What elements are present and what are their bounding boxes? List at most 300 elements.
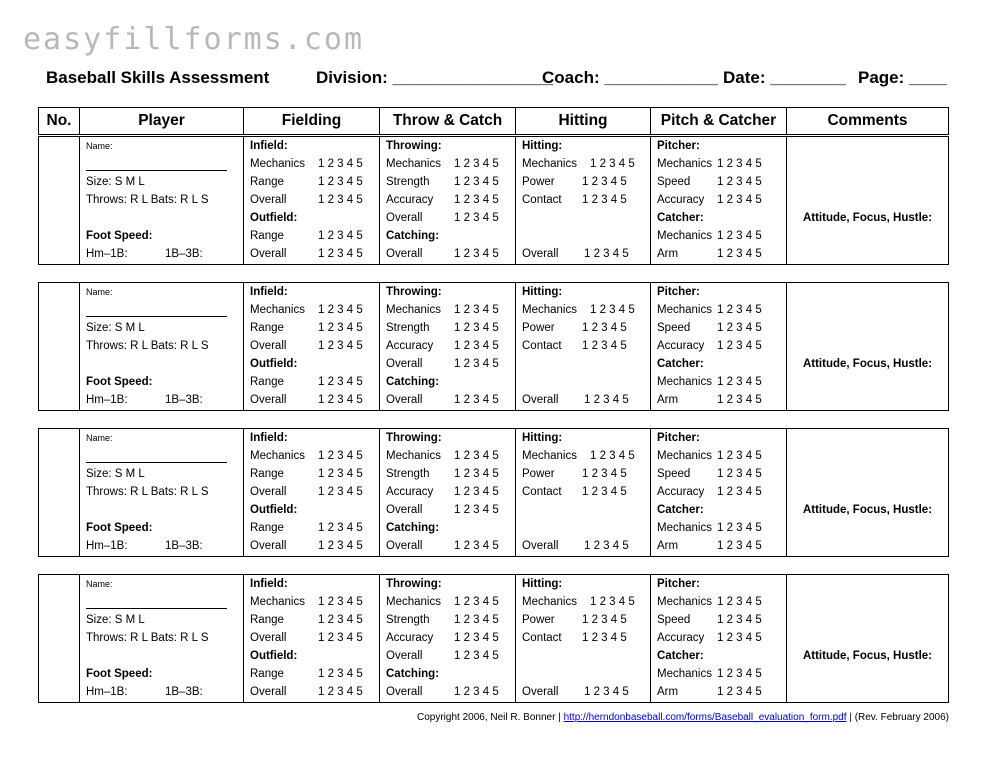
coach-field[interactable]: Coach: ____________ bbox=[542, 68, 718, 87]
catcher-mechanics-label: Mechanics bbox=[657, 522, 712, 534]
home-to-first-label: Hm–1B: bbox=[86, 248, 128, 260]
outfield-range-row bbox=[250, 665, 363, 683]
catcher-mechanics-rating[interactable]: 1 2 3 4 5 bbox=[717, 522, 762, 534]
name-input-line[interactable] bbox=[86, 316, 227, 317]
hitting-cell bbox=[516, 429, 651, 556]
pitcher-accuracy-label: Accuracy bbox=[657, 340, 705, 352]
throwing-accuracy-label: Accuracy bbox=[386, 340, 434, 352]
hitting-label: Hitting: bbox=[522, 578, 563, 590]
hitting-mechanics-label: Mechanics bbox=[522, 158, 577, 170]
catcher-arm-rating[interactable]: 1 2 3 4 5 bbox=[717, 686, 762, 698]
hitting-overall-label: Overall bbox=[522, 394, 559, 406]
hitting-overall-rating[interactable]: 1 2 3 4 5 bbox=[584, 686, 629, 698]
comments-cell[interactable] bbox=[787, 575, 948, 702]
infield-mechanics-rating[interactable]: 1 2 3 4 5 bbox=[318, 304, 363, 316]
watermark-logo: easyfillforms.com bbox=[23, 22, 365, 57]
date-field[interactable]: Date: ________ bbox=[723, 68, 846, 87]
catching-label: Catching: bbox=[386, 668, 440, 680]
pitcher-speed-label: Speed bbox=[657, 322, 691, 334]
outfield-overall-label: Overall bbox=[250, 394, 287, 406]
hitting-power-label: Power bbox=[522, 614, 555, 626]
player-number-cell[interactable] bbox=[39, 429, 80, 556]
throwing-mechanics-row bbox=[386, 155, 499, 173]
player-number-cell[interactable] bbox=[39, 137, 80, 264]
hitting-mechanics-label: Mechanics bbox=[522, 450, 577, 462]
catching-label: Catching: bbox=[386, 230, 440, 242]
infield-overall-row bbox=[250, 483, 363, 501]
throwing-overall-rating[interactable]: 1 2 3 4 5 bbox=[454, 650, 499, 662]
pitcher-label: Pitcher: bbox=[657, 578, 700, 590]
hitting-power-label: Power bbox=[522, 176, 555, 188]
throwing-accuracy-row bbox=[386, 629, 499, 647]
hitting-contact-row bbox=[522, 483, 627, 501]
catcher-mechanics-label: Mechanics bbox=[657, 668, 712, 680]
infield-overall-row bbox=[250, 337, 363, 355]
hitting-contact-row bbox=[522, 629, 627, 647]
throwing-strength-rating[interactable]: 1 2 3 4 5 bbox=[454, 322, 499, 334]
pitcher-mechanics-row bbox=[657, 593, 762, 611]
fielding-cell bbox=[244, 283, 380, 410]
hitting-mechanics-rating[interactable]: 1 2 3 4 5 bbox=[590, 596, 635, 608]
throwing-overall-rating[interactable]: 1 2 3 4 5 bbox=[454, 358, 499, 370]
throwing-label: Throwing: bbox=[386, 140, 442, 152]
comments-cell[interactable] bbox=[787, 429, 948, 556]
pitcher-speed-row bbox=[657, 173, 762, 191]
pitcher-mechanics-label: Mechanics bbox=[657, 596, 712, 608]
pitcher-accuracy-label: Accuracy bbox=[657, 486, 705, 498]
hitting-contact-label: Contact bbox=[522, 194, 562, 206]
hitting-mechanics-label: Mechanics bbox=[522, 596, 577, 608]
infield-mechanics-label: Mechanics bbox=[250, 304, 305, 316]
hitting-mechanics-rating[interactable]: 1 2 3 4 5 bbox=[590, 450, 635, 462]
infield-overall-label: Overall bbox=[250, 340, 287, 352]
infield-mechanics-rating[interactable]: 1 2 3 4 5 bbox=[318, 596, 363, 608]
infield-overall-rating[interactable]: 1 2 3 4 5 bbox=[318, 632, 363, 644]
catching-overall-rating[interactable]: 1 2 3 4 5 bbox=[454, 248, 499, 260]
hitting-power-rating[interactable]: 1 2 3 4 5 bbox=[582, 468, 627, 480]
hitting-mechanics-label: Mechanics bbox=[522, 304, 577, 316]
size-options[interactable]: Size: S M L bbox=[86, 614, 145, 626]
throwing-mechanics-label: Mechanics bbox=[386, 158, 441, 170]
footer bbox=[417, 712, 949, 723]
infield-label: Infield: bbox=[250, 578, 288, 590]
hitting-contact-rating[interactable]: 1 2 3 4 5 bbox=[582, 632, 627, 644]
hitting-contact-row bbox=[522, 191, 627, 209]
pitch-catcher-cell bbox=[651, 429, 787, 556]
catcher-mechanics-row bbox=[657, 665, 762, 683]
catching-overall-row bbox=[386, 391, 499, 409]
pitcher-mechanics-rating[interactable]: 1 2 3 4 5 bbox=[717, 450, 762, 462]
throws-bats-options[interactable]: Throws: R L Bats: R L S bbox=[86, 486, 209, 498]
first-to-third-label: 1B–3B: bbox=[165, 248, 203, 260]
name-input-line[interactable] bbox=[86, 170, 227, 171]
catcher-mechanics-label: Mechanics bbox=[657, 230, 712, 242]
throwing-overall-label: Overall bbox=[386, 504, 423, 516]
page-field[interactable]: Page: ____ bbox=[858, 68, 947, 87]
infield-overall-label: Overall bbox=[250, 486, 287, 498]
throwing-overall-row bbox=[386, 647, 499, 665]
size-options[interactable]: Size: S M L bbox=[86, 322, 145, 334]
foot-speed-label: Foot Speed: bbox=[86, 230, 153, 242]
table-header bbox=[38, 107, 949, 135]
fielding-cell bbox=[244, 137, 380, 264]
infield-range-label: Range bbox=[250, 468, 284, 480]
infield-mechanics-row bbox=[250, 155, 363, 173]
pitcher-accuracy-rating[interactable]: 1 2 3 4 5 bbox=[717, 194, 762, 206]
throwing-strength-row bbox=[386, 465, 499, 483]
hitting-overall-rating[interactable]: 1 2 3 4 5 bbox=[584, 394, 629, 406]
throwing-mechanics-rating[interactable]: 1 2 3 4 5 bbox=[454, 596, 499, 608]
outfield-overall-row bbox=[250, 245, 363, 263]
outfield-range-row bbox=[250, 373, 363, 391]
pitcher-accuracy-label: Accuracy bbox=[657, 632, 705, 644]
pitcher-label: Pitcher: bbox=[657, 140, 700, 152]
catching-overall-label: Overall bbox=[386, 686, 423, 698]
catching-label: Catching: bbox=[386, 376, 440, 388]
column-header-no: No. bbox=[39, 108, 80, 134]
revision-text: | (Rev. February 2006) bbox=[849, 712, 949, 723]
outfield-overall-rating[interactable]: 1 2 3 4 5 bbox=[318, 686, 363, 698]
infield-range-rating[interactable]: 1 2 3 4 5 bbox=[318, 322, 363, 334]
pitcher-mechanics-row bbox=[657, 301, 762, 319]
pitcher-mechanics-rating[interactable]: 1 2 3 4 5 bbox=[717, 304, 762, 316]
name-label: Name: bbox=[86, 287, 113, 297]
hitting-contact-rating[interactable]: 1 2 3 4 5 bbox=[582, 340, 627, 352]
catcher-label: Catcher: bbox=[657, 212, 704, 224]
fielding-cell bbox=[244, 575, 380, 702]
throwing-overall-label: Overall bbox=[386, 212, 423, 224]
infield-overall-row bbox=[250, 629, 363, 647]
infield-overall-label: Overall bbox=[250, 194, 287, 206]
times-row bbox=[86, 245, 203, 263]
outfield-overall-row bbox=[250, 683, 363, 701]
player-cell bbox=[80, 137, 244, 264]
name-label: Name: bbox=[86, 579, 113, 589]
catcher-mechanics-rating[interactable]: 1 2 3 4 5 bbox=[717, 376, 762, 388]
pitcher-speed-rating[interactable]: 1 2 3 4 5 bbox=[717, 322, 762, 334]
pitcher-mechanics-rating[interactable]: 1 2 3 4 5 bbox=[717, 596, 762, 608]
infield-label: Infield: bbox=[250, 286, 288, 298]
pitcher-speed-rating[interactable]: 1 2 3 4 5 bbox=[717, 176, 762, 188]
catching-overall-rating[interactable]: 1 2 3 4 5 bbox=[454, 540, 499, 552]
comments-cell[interactable] bbox=[787, 283, 948, 410]
hitting-power-row bbox=[522, 173, 627, 191]
outfield-overall-label: Overall bbox=[250, 686, 287, 698]
outfield-range-rating[interactable]: 1 2 3 4 5 bbox=[318, 522, 363, 534]
hitting-contact-rating[interactable]: 1 2 3 4 5 bbox=[582, 486, 627, 498]
pitcher-accuracy-row bbox=[657, 191, 762, 209]
throwing-overall-row bbox=[386, 209, 499, 227]
infield-mechanics-label: Mechanics bbox=[250, 158, 305, 170]
player-block bbox=[38, 428, 949, 557]
throwing-mechanics-row bbox=[386, 301, 499, 319]
throwing-strength-rating[interactable]: 1 2 3 4 5 bbox=[454, 614, 499, 626]
pitcher-accuracy-rating[interactable]: 1 2 3 4 5 bbox=[717, 486, 762, 498]
hitting-mechanics-row bbox=[522, 155, 635, 173]
pitcher-accuracy-rating[interactable]: 1 2 3 4 5 bbox=[717, 632, 762, 644]
hitting-power-label: Power bbox=[522, 322, 555, 334]
player-number-cell[interactable] bbox=[39, 283, 80, 410]
infield-mechanics-rating[interactable]: 1 2 3 4 5 bbox=[318, 158, 363, 170]
catcher-mechanics-rating[interactable]: 1 2 3 4 5 bbox=[717, 668, 762, 680]
infield-label: Infield: bbox=[250, 140, 288, 152]
home-to-first-label: Hm–1B: bbox=[86, 540, 128, 552]
throwing-mechanics-rating[interactable]: 1 2 3 4 5 bbox=[454, 304, 499, 316]
catcher-label: Catcher: bbox=[657, 358, 704, 370]
catching-overall-rating[interactable]: 1 2 3 4 5 bbox=[454, 686, 499, 698]
throwing-strength-row bbox=[386, 611, 499, 629]
catcher-arm-rating[interactable]: 1 2 3 4 5 bbox=[717, 248, 762, 260]
catcher-mechanics-row bbox=[657, 373, 762, 391]
infield-overall-rating[interactable]: 1 2 3 4 5 bbox=[318, 194, 363, 206]
throw-catch-cell bbox=[380, 429, 516, 556]
outfield-range-row bbox=[250, 519, 363, 537]
infield-mechanics-label: Mechanics bbox=[250, 596, 305, 608]
comments-label: Attitude, Focus, Hustle: bbox=[802, 504, 933, 516]
throw-catch-cell bbox=[380, 283, 516, 410]
throwing-strength-rating[interactable]: 1 2 3 4 5 bbox=[454, 468, 499, 480]
throwing-accuracy-rating[interactable]: 1 2 3 4 5 bbox=[454, 486, 499, 498]
infield-label: Infield: bbox=[250, 432, 288, 444]
player-block bbox=[38, 282, 949, 411]
throwing-accuracy-label: Accuracy bbox=[386, 194, 434, 206]
pitcher-speed-row bbox=[657, 465, 762, 483]
infield-mechanics-row bbox=[250, 447, 363, 465]
throwing-accuracy-rating[interactable]: 1 2 3 4 5 bbox=[454, 194, 499, 206]
hitting-mechanics-row bbox=[522, 447, 635, 465]
throwing-strength-row bbox=[386, 173, 499, 191]
hitting-overall-row bbox=[522, 537, 629, 555]
pitch-catcher-cell bbox=[651, 137, 787, 264]
throwing-label: Throwing: bbox=[386, 432, 442, 444]
throwing-accuracy-row bbox=[386, 483, 499, 501]
first-to-third-label: 1B–3B: bbox=[165, 540, 203, 552]
form-title: Baseball Skills Assessment bbox=[46, 68, 270, 87]
hitting-power-rating[interactable]: 1 2 3 4 5 bbox=[582, 322, 627, 334]
fielding-cell bbox=[244, 429, 380, 556]
outfield-range-rating[interactable]: 1 2 3 4 5 bbox=[318, 376, 363, 388]
times-row bbox=[86, 683, 203, 701]
hitting-mechanics-row bbox=[522, 593, 635, 611]
catching-overall-rating[interactable]: 1 2 3 4 5 bbox=[454, 394, 499, 406]
pitch-catcher-cell bbox=[651, 283, 787, 410]
form-header bbox=[46, 68, 947, 92]
infield-range-row bbox=[250, 611, 363, 629]
form-link[interactable]: http://herndonbaseball.com/forms/Baseball_evaluation_form.pdf bbox=[563, 712, 847, 723]
catcher-arm-rating[interactable]: 1 2 3 4 5 bbox=[717, 394, 762, 406]
column-header-pitch-catcher: Pitch & Catcher bbox=[651, 108, 787, 134]
throwing-overall-label: Overall bbox=[386, 358, 423, 370]
hitting-overall-label: Overall bbox=[522, 540, 559, 552]
throwing-overall-row bbox=[386, 501, 499, 519]
pitcher-speed-row bbox=[657, 611, 762, 629]
throwing-mechanics-rating[interactable]: 1 2 3 4 5 bbox=[454, 450, 499, 462]
hitting-power-rating[interactable]: 1 2 3 4 5 bbox=[582, 614, 627, 626]
player-block bbox=[38, 136, 949, 265]
outfield-overall-rating[interactable]: 1 2 3 4 5 bbox=[318, 394, 363, 406]
catching-overall-row bbox=[386, 683, 499, 701]
pitcher-speed-rating[interactable]: 1 2 3 4 5 bbox=[717, 468, 762, 480]
catching-label: Catching: bbox=[386, 522, 440, 534]
pitcher-speed-label: Speed bbox=[657, 614, 691, 626]
column-header-comments: Comments bbox=[827, 112, 908, 129]
hitting-overall-row bbox=[522, 683, 629, 701]
throwing-overall-label: Overall bbox=[386, 650, 423, 662]
catcher-mechanics-row bbox=[657, 227, 762, 245]
throwing-mechanics-rating[interactable]: 1 2 3 4 5 bbox=[454, 158, 499, 170]
throwing-mechanics-row bbox=[386, 447, 499, 465]
catcher-mechanics-row bbox=[657, 519, 762, 537]
name-label: Name: bbox=[86, 141, 113, 151]
throwing-accuracy-label: Accuracy bbox=[386, 486, 434, 498]
catcher-arm-row bbox=[657, 683, 762, 701]
comments-label: Attitude, Focus, Hustle: bbox=[802, 358, 933, 370]
infield-overall-row bbox=[250, 191, 363, 209]
catching-overall-label: Overall bbox=[386, 540, 423, 552]
pitcher-label: Pitcher: bbox=[657, 286, 700, 298]
throw-catch-cell bbox=[380, 137, 516, 264]
outfield-label: Outfield: bbox=[250, 650, 298, 662]
throwing-accuracy-rating[interactable]: 1 2 3 4 5 bbox=[454, 632, 499, 644]
throwing-strength-label: Strength bbox=[386, 322, 430, 334]
throwing-accuracy-row bbox=[386, 337, 499, 355]
pitcher-accuracy-row bbox=[657, 483, 762, 501]
times-row bbox=[86, 391, 203, 409]
pitcher-mechanics-rating[interactable]: 1 2 3 4 5 bbox=[717, 158, 762, 170]
catcher-mechanics-rating[interactable]: 1 2 3 4 5 bbox=[717, 230, 762, 242]
hitting-overall-label: Overall bbox=[522, 686, 559, 698]
pitcher-mechanics-label: Mechanics bbox=[657, 158, 712, 170]
catching-overall-row bbox=[386, 245, 499, 263]
hitting-power-rating[interactable]: 1 2 3 4 5 bbox=[582, 176, 627, 188]
catcher-arm-row bbox=[657, 391, 762, 409]
throwing-mechanics-label: Mechanics bbox=[386, 304, 441, 316]
hitting-overall-rating[interactable]: 1 2 3 4 5 bbox=[584, 248, 629, 260]
infield-range-label: Range bbox=[250, 322, 284, 334]
outfield-overall-row bbox=[250, 537, 363, 555]
hitting-power-row bbox=[522, 611, 627, 629]
hitting-contact-label: Contact bbox=[522, 340, 562, 352]
comments-label: Attitude, Focus, Hustle: bbox=[802, 212, 933, 224]
outfield-range-rating[interactable]: 1 2 3 4 5 bbox=[318, 230, 363, 242]
hitting-mechanics-row bbox=[522, 301, 635, 319]
throwing-overall-rating[interactable]: 1 2 3 4 5 bbox=[454, 212, 499, 224]
hitting-mechanics-rating[interactable]: 1 2 3 4 5 bbox=[590, 304, 635, 316]
player-cell bbox=[80, 429, 244, 556]
catcher-mechanics-label: Mechanics bbox=[657, 376, 712, 388]
pitch-catcher-cell bbox=[651, 575, 787, 702]
outfield-range-label: Range bbox=[250, 522, 284, 534]
outfield-range-label: Range bbox=[250, 668, 284, 680]
foot-speed-label: Foot Speed: bbox=[86, 668, 153, 680]
infield-range-rating[interactable]: 1 2 3 4 5 bbox=[318, 468, 363, 480]
hitting-overall-row bbox=[522, 245, 629, 263]
hitting-cell bbox=[516, 575, 651, 702]
throwing-overall-row bbox=[386, 355, 499, 373]
hitting-overall-row bbox=[522, 391, 629, 409]
pitcher-label: Pitcher: bbox=[657, 432, 700, 444]
throws-bats-options[interactable]: Throws: R L Bats: R L S bbox=[86, 194, 209, 206]
outfield-range-rating[interactable]: 1 2 3 4 5 bbox=[318, 668, 363, 680]
infield-range-row bbox=[250, 465, 363, 483]
catcher-arm-label: Arm bbox=[657, 248, 679, 260]
name-input-line[interactable] bbox=[86, 608, 227, 609]
outfield-overall-rating[interactable]: 1 2 3 4 5 bbox=[318, 248, 363, 260]
catcher-arm-row bbox=[657, 245, 762, 263]
pitcher-speed-label: Speed bbox=[657, 468, 691, 480]
infield-overall-rating[interactable]: 1 2 3 4 5 bbox=[318, 340, 363, 352]
throwing-label: Throwing: bbox=[386, 286, 442, 298]
foot-speed-label: Foot Speed: bbox=[86, 376, 153, 388]
pitcher-accuracy-row bbox=[657, 337, 762, 355]
catcher-arm-row bbox=[657, 537, 762, 555]
infield-mechanics-rating[interactable]: 1 2 3 4 5 bbox=[318, 450, 363, 462]
throwing-accuracy-label: Accuracy bbox=[386, 632, 434, 644]
throwing-mechanics-row bbox=[386, 593, 499, 611]
infield-range-rating[interactable]: 1 2 3 4 5 bbox=[318, 614, 363, 626]
name-label: Name: bbox=[86, 433, 113, 443]
player-cell bbox=[80, 283, 244, 410]
hitting-contact-label: Contact bbox=[522, 486, 562, 498]
division-field[interactable]: Division: _________________ bbox=[316, 68, 554, 87]
player-number-cell[interactable] bbox=[39, 575, 80, 702]
pitcher-speed-row bbox=[657, 319, 762, 337]
throwing-accuracy-rating[interactable]: 1 2 3 4 5 bbox=[454, 340, 499, 352]
name-input-line[interactable] bbox=[86, 462, 227, 463]
column-header-player: Player bbox=[80, 108, 244, 134]
catcher-arm-rating[interactable]: 1 2 3 4 5 bbox=[717, 540, 762, 552]
infield-range-label: Range bbox=[250, 176, 284, 188]
size-options[interactable]: Size: S M L bbox=[86, 468, 145, 480]
outfield-range-label: Range bbox=[250, 376, 284, 388]
pitcher-mechanics-row bbox=[657, 447, 762, 465]
throwing-strength-rating[interactable]: 1 2 3 4 5 bbox=[454, 176, 499, 188]
throws-bats-options[interactable]: Throws: R L Bats: R L S bbox=[86, 632, 209, 644]
catching-overall-label: Overall bbox=[386, 394, 423, 406]
infield-range-label: Range bbox=[250, 614, 284, 626]
catcher-arm-label: Arm bbox=[657, 394, 679, 406]
pitcher-accuracy-rating[interactable]: 1 2 3 4 5 bbox=[717, 340, 762, 352]
throwing-mechanics-label: Mechanics bbox=[386, 596, 441, 608]
infield-range-rating[interactable]: 1 2 3 4 5 bbox=[318, 176, 363, 188]
comments-cell[interactable] bbox=[787, 137, 948, 264]
throwing-overall-rating[interactable]: 1 2 3 4 5 bbox=[454, 504, 499, 516]
hitting-power-row bbox=[522, 465, 627, 483]
infield-overall-label: Overall bbox=[250, 632, 287, 644]
pitcher-speed-label: Speed bbox=[657, 176, 691, 188]
hitting-label: Hitting: bbox=[522, 286, 563, 298]
hitting-mechanics-rating[interactable]: 1 2 3 4 5 bbox=[590, 158, 635, 170]
column-header-throw-catch: Throw & Catch bbox=[380, 108, 516, 134]
outfield-range-label: Range bbox=[250, 230, 284, 242]
infield-range-row bbox=[250, 319, 363, 337]
hitting-contact-rating[interactable]: 1 2 3 4 5 bbox=[582, 194, 627, 206]
hitting-contact-row bbox=[522, 337, 627, 355]
pitcher-accuracy-label: Accuracy bbox=[657, 194, 705, 206]
pitcher-speed-rating[interactable]: 1 2 3 4 5 bbox=[717, 614, 762, 626]
throws-bats-options[interactable]: Throws: R L Bats: R L S bbox=[86, 340, 209, 352]
size-options[interactable]: Size: S M L bbox=[86, 176, 145, 188]
throwing-strength-label: Strength bbox=[386, 176, 430, 188]
outfield-overall-rating[interactable]: 1 2 3 4 5 bbox=[318, 540, 363, 552]
first-to-third-label: 1B–3B: bbox=[165, 394, 203, 406]
infield-overall-rating[interactable]: 1 2 3 4 5 bbox=[318, 486, 363, 498]
outfield-label: Outfield: bbox=[250, 212, 298, 224]
outfield-overall-row bbox=[250, 391, 363, 409]
throwing-accuracy-row bbox=[386, 191, 499, 209]
hitting-overall-rating[interactable]: 1 2 3 4 5 bbox=[584, 540, 629, 552]
infield-mechanics-row bbox=[250, 593, 363, 611]
